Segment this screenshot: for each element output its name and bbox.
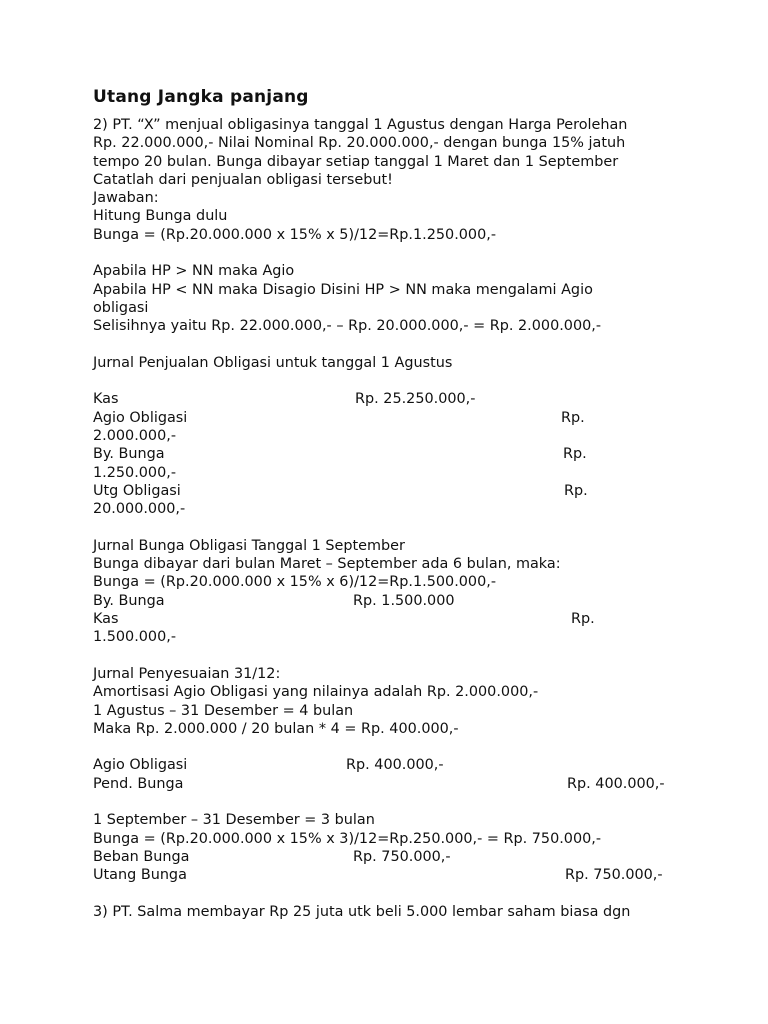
text-line: 2) PT. “X” menjual obligasinya tanggal 1 Agustus dengan Harga Perolehan — [93, 117, 628, 133]
account-name: Agio Obligasi — [93, 409, 188, 426]
credit-amount: Rp. — [563, 446, 587, 463]
account-name: Utang Bunga — [93, 867, 187, 884]
journal-row — [93, 848, 693, 866]
journal-row — [93, 390, 693, 408]
text-line: Hitung Bunga dulu — [93, 208, 228, 225]
text-line: Apabila HP < NN maka Disagio Disini HP > NN maka mengalami Agio — [93, 281, 593, 298]
journal-title: Jurnal Penjualan Obligasi untuk tanggal 1 Agustus — [93, 354, 453, 371]
account-name: Pend. Bunga — [93, 775, 184, 792]
blank-line — [93, 647, 693, 665]
journal-title: Jurnal Penyesuaian 31/12: — [93, 665, 281, 682]
text-line: obligasi — [93, 299, 149, 316]
account-name: By. Bunga — [93, 446, 165, 463]
text-line: 1 Agustus – 31 Desember = 4 bulan — [93, 702, 354, 719]
journal-row — [93, 610, 693, 628]
journal-row — [93, 445, 693, 463]
journal-row — [93, 482, 693, 500]
text-line: Amortisasi Agio Obligasi yang nilainya adalah Rp. 2.000.000,- — [93, 684, 539, 701]
text-line: 3) PT. Salma membayar Rp 25 juta utk beli 5.000 lembar saham biasa dgn — [93, 903, 631, 920]
blank-line — [93, 372, 693, 390]
debit-amount: Rp. 750.000,- — [353, 848, 451, 865]
account-name: Kas — [93, 391, 119, 408]
text-line: Bunga = (Rp.20.000.000 x 15% x 3)/12=Rp.250.000,- = Rp. 750.000,- — [93, 830, 602, 847]
text-line: Jawaban: — [93, 190, 159, 207]
debit-amount: Rp. 25.250.000,- — [355, 391, 476, 408]
blank-line — [93, 793, 693, 811]
debit-amount: Rp. 400.000,- — [346, 757, 444, 774]
text-line: Apabila HP > NN maka Agio — [93, 263, 295, 280]
debit-amount: Rp. 1.500.000 — [353, 592, 455, 609]
journal-row — [93, 775, 693, 793]
text-line: tempo 20 bulan. Bunga dibayar setiap tanggal 1 Maret dan 1 September — [93, 153, 619, 170]
journal-row — [93, 592, 693, 610]
text-line: Bunga = (Rp.20.000.000 x 15% x 5)/12=Rp.1.250.000,- — [93, 226, 497, 243]
credit-amount: Rp. — [571, 611, 595, 628]
account-name: Agio Obligasi — [93, 757, 188, 774]
account-name: Beban Bunga — [93, 848, 190, 865]
text-line: Rp. 22.000.000,- Nilai Nominal Rp. 20.000.000,- dengan bunga 15% jatuh — [93, 135, 626, 152]
blank-line — [93, 738, 693, 756]
blank-line — [93, 519, 693, 537]
journal-row — [93, 409, 693, 427]
account-name: By. Bunga — [93, 592, 165, 609]
account-name: Kas — [93, 611, 119, 628]
blank-line — [93, 884, 693, 902]
account-name: Utg Obligasi — [93, 482, 181, 499]
credit-amount: Rp. 750.000,- — [565, 867, 663, 884]
text-line: Maka Rp. 2.000.000 / 20 bulan * 4 = Rp. 400.000,- — [93, 720, 459, 737]
credit-amount-wrap: 1.500.000,- — [93, 629, 177, 646]
credit-amount-wrap: 20.000.000,- — [93, 501, 186, 518]
journal-row — [93, 756, 693, 774]
journal-row — [93, 866, 693, 884]
blank-line — [93, 244, 693, 262]
blank-line — [93, 336, 693, 354]
journal-title: Jurnal Bunga Obligasi Tanggal 1 September — [93, 537, 405, 554]
text-line: Bunga dibayar dari bulan Maret – September ada 6 bulan, maka: — [93, 556, 561, 573]
text-line: 1 September – 31 Desember = 3 bulan — [93, 812, 375, 829]
credit-amount: Rp. — [564, 482, 588, 499]
text-line: Catatlah dari penjualan obligasi tersebut! — [93, 171, 393, 188]
page-title: Utang Jangka panjang — [93, 87, 309, 107]
credit-amount-wrap: 1.250.000,- — [93, 464, 177, 481]
credit-amount-wrap: 2.000.000,- — [93, 428, 177, 445]
credit-amount: Rp. — [561, 409, 585, 426]
text-line: Selisihnya yaitu Rp. 22.000.000,- – Rp. 20.000.000,- = Rp. 2.000.000,- — [93, 318, 602, 335]
document-page — [93, 86, 693, 921]
credit-amount: Rp. 400.000,- — [567, 775, 665, 792]
text-line: Bunga = (Rp.20.000.000 x 15% x 6)/12=Rp.1.500.000,- — [93, 574, 497, 591]
